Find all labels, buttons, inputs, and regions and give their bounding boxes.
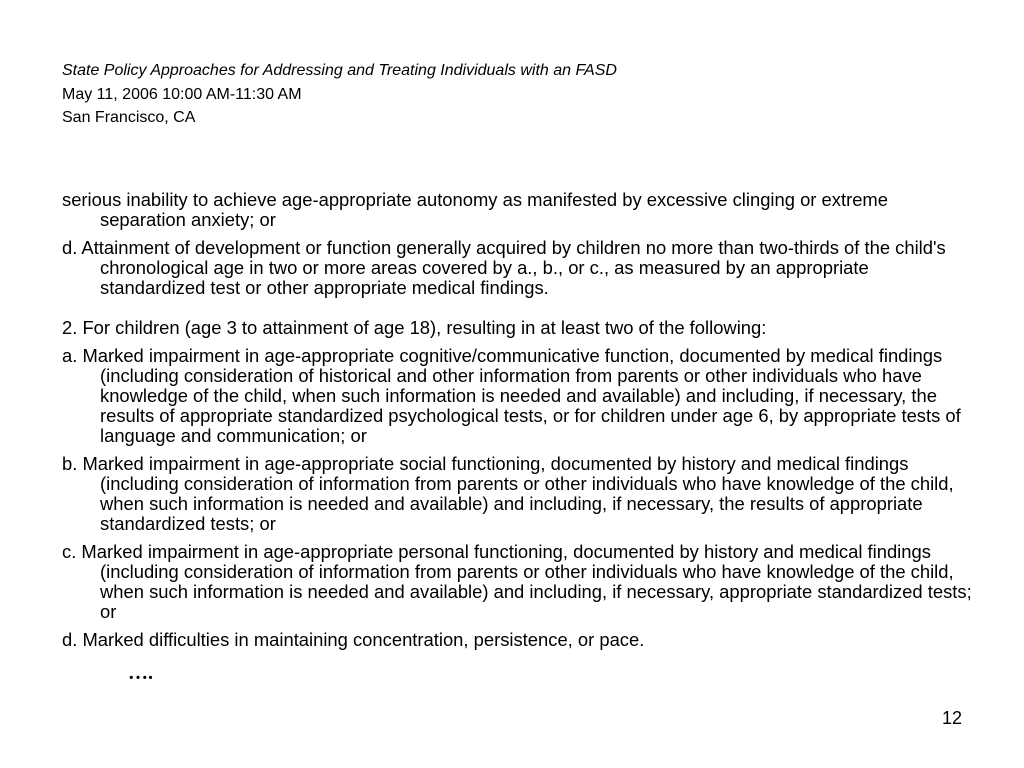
presentation-date-time: May 11, 2006 10:00 AM-11:30 AM (62, 85, 302, 103)
presentation-title: State Policy Approaches for Addressing and Treating Individuals with an FASD (62, 62, 617, 79)
body-paragraph: b. Marked impairment in age-appropriate social functioning, documented by history and medical findings (including consideration of information from parents or other individuals who have knowledge of the child, when such information is needed and available) and including, if necessary, the results of appropriate standardized tests; or (62, 453, 954, 534)
body-paragraph: 2. For children (age 3 to attainment of age 18), resulting in at least two of the following: (62, 317, 767, 338)
slide-header (62, 59, 617, 130)
body-paragraph: d. Marked difficulties in maintaining concentration, persistence, or pace. (62, 629, 645, 650)
presentation-location: San Francisco, CA (62, 109, 196, 126)
body-paragraph: c. Marked impairment in age-appropriate personal functioning, documented by history and medical findings (including consideration of information from parents or other individuals who have knowledge of the child, when such information is needed and available) and including, if necessary, appropriate standardized tests; or (62, 541, 972, 622)
body-paragraph: serious inability to achieve age-appropriate autonomy as manifested by excessive clinging or extreme separation anxiety; or (62, 189, 888, 230)
body-paragraph: a. Marked impairment in age-appropriate cognitive/communicative function, documented by medical findings (including consideration of historical and other information from parents or other individuals who have knowledge of the child, when such information is needed and available) and including, if necessary, the results of appropriate standardized psychological tests, or for children under age 6, by appropriate tests of language and communication; or (62, 345, 961, 446)
slide-body (62, 190, 977, 658)
continuation-ellipsis: …. (128, 662, 153, 684)
slide-number: 12 (941, 708, 962, 728)
body-paragraph: d. Attainment of development or function generally acquired by children no more than two-thirds of the child's chronological age in two or more areas covered by a., b., or c., as measured by an appropriate standardized test or other appropriate medical findings. (62, 237, 946, 298)
